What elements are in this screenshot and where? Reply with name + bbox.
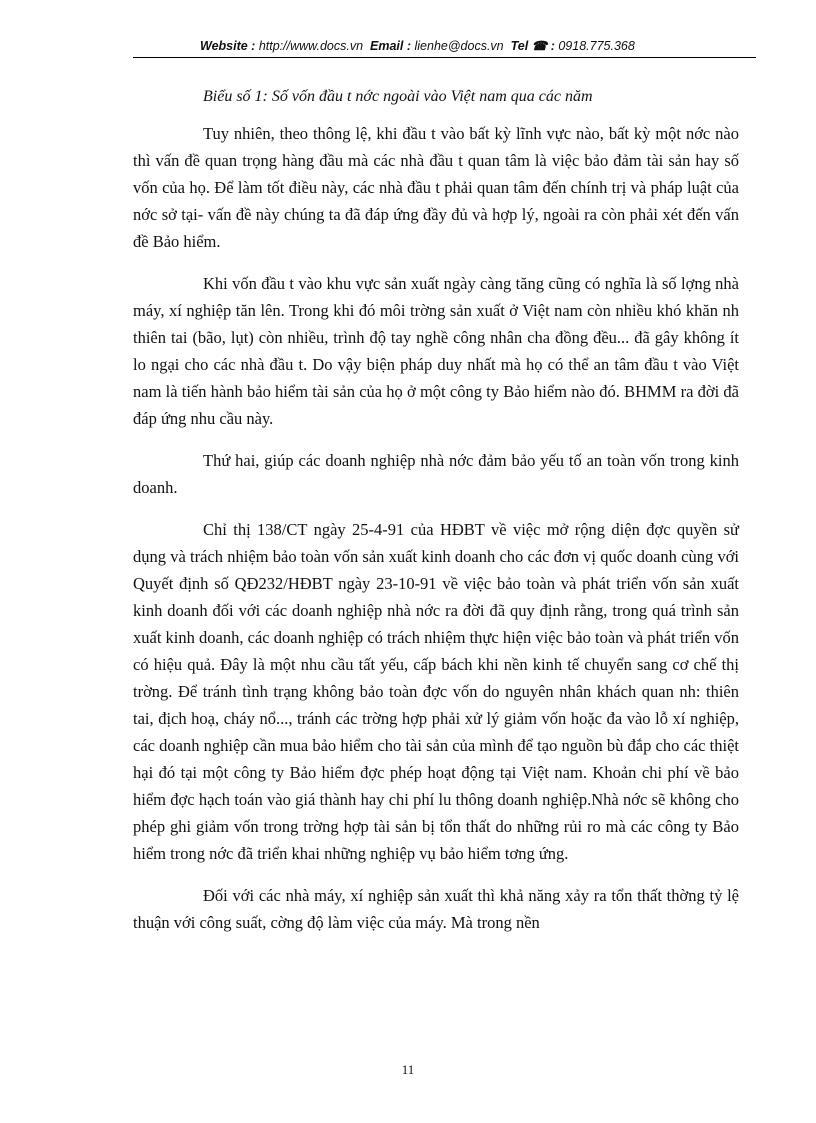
tel-label: Tel ☎ : (510, 39, 555, 53)
body-text (133, 120, 739, 951)
tel-number: 0918.775.368 (558, 39, 635, 53)
paragraph-2: Khi vốn đầu t vào khu vực sản xuất ngày càng tăng cũng có nghĩa là số lợng nhà máy, xí nghiệp tăn lên. Trong khi đó môi trờng sản xuất ở Việt nam còn nhiều khó khăn nh thiên tai (bão, lụt) còn nhiều, trình độ tay nghề công nhân cha đồng đều... đã gây không ít lo ngại cho các nhà đầu t. Do vậy biện pháp duy nhất mà họ có thể an tâm đầu t vào Việt nam là tiến hành bảo hiểm tài sản của họ ở một công ty Bảo hiểm nào đó. BHMM ra đời đã đáp ứng nhu cầu này. (133, 274, 739, 428)
page-number: 11 (401, 1062, 415, 1077)
paragraph-5: Đối với các nhà máy, xí nghiệp sản xuất thì khả năng xảy ra tổn thất thờng tỷ lệ thuận với công suất, cờng độ làm việc của máy. Mà trong nền (133, 886, 739, 932)
email-address[interactable]: lienhe@docs.vn (414, 39, 504, 53)
header-divider (133, 57, 756, 58)
email-label: Email : (370, 39, 411, 53)
figure-caption: Biểu số 1: Số vốn đầu t nớc ngoài vào Việt nam qua các năm (203, 88, 593, 105)
paragraph-3: Thứ hai, giúp các doanh nghiệp nhà nớc đảm bảo yếu tố an toàn vốn trong kinh doanh. (133, 451, 739, 497)
paragraph-1: Tuy nhiên, theo thông lệ, khi đầu t vào bất kỳ lĩnh vực nào, bất kỳ một nớc nào thì vấn đề quan trọng hàng đầu mà các nhà đầu t quan tâm là việc bảo đảm tài sản hay số vốn của họ. Để làm tốt điều này, các nhà đầu t phải quan tâm đến chính trị và pháp luật của nớc sở tại- vấn đề này chúng ta đã đáp ứng đầy đủ và hợp lý, ngoài ra còn phải xét đến vấn đề Bảo hiểm. (133, 124, 739, 251)
page-header (200, 38, 720, 53)
website-label: Website : (200, 39, 256, 53)
paragraph-4: Chỉ thị 138/CT ngày 25-4-91 của HĐBT về việc mở rộng diện đợc quyền sử dụng và trách nhiệm bảo toàn vốn sản xuất kinh doanh cho các đơn vị quốc doanh cùng với Quyết định số QĐ232/HĐBT ngày 23-10-91 về việc bảo toàn và phát triển vốn sản xuất kinh doanh đối với các doanh nghiệp nhà nớc ra đời đã quy định rằng, trong quá trình sản xuất kinh doanh, các doanh nghiệp có trách nhiệm thực hiện việc bảo toàn và phát triển vốn có hiệu quả. Đây là một nhu cầu tất yếu, cấp bách khi nền kinh tế chuyển sang cơ chế thị trờng. Để tránh tình trạng không bảo toàn đợc vốn do nguyên nhân khách quan nh: thiên tai, địch hoạ, cháy nổ..., tránh các trờng hợp phải xử lý giảm vốn hoặc đa vào lỗ xí nghiệp, các doanh nghiệp cần mua bảo hiểm cho tài sản của mình để tạo nguồn bù đắp cho các thiệt hại đó tại một công ty Bảo hiểm đợc phép hoạt động tại Việt nam. Khoản chi phí về bảo hiểm đợc hạch toán vào giá thành hay chi phí lu thông doanh nghiệp.Nhà nớc sẽ không cho phép ghi giảm vốn trong trờng hợp tài sản bị tổn thất do những rủi ro mà các công ty Bảo hiểm trong nớc đã triển khai những nghiệp vụ bảo hiểm tơng ứng. (133, 520, 739, 863)
website-url[interactable]: http://www.docs.vn (258, 39, 364, 53)
